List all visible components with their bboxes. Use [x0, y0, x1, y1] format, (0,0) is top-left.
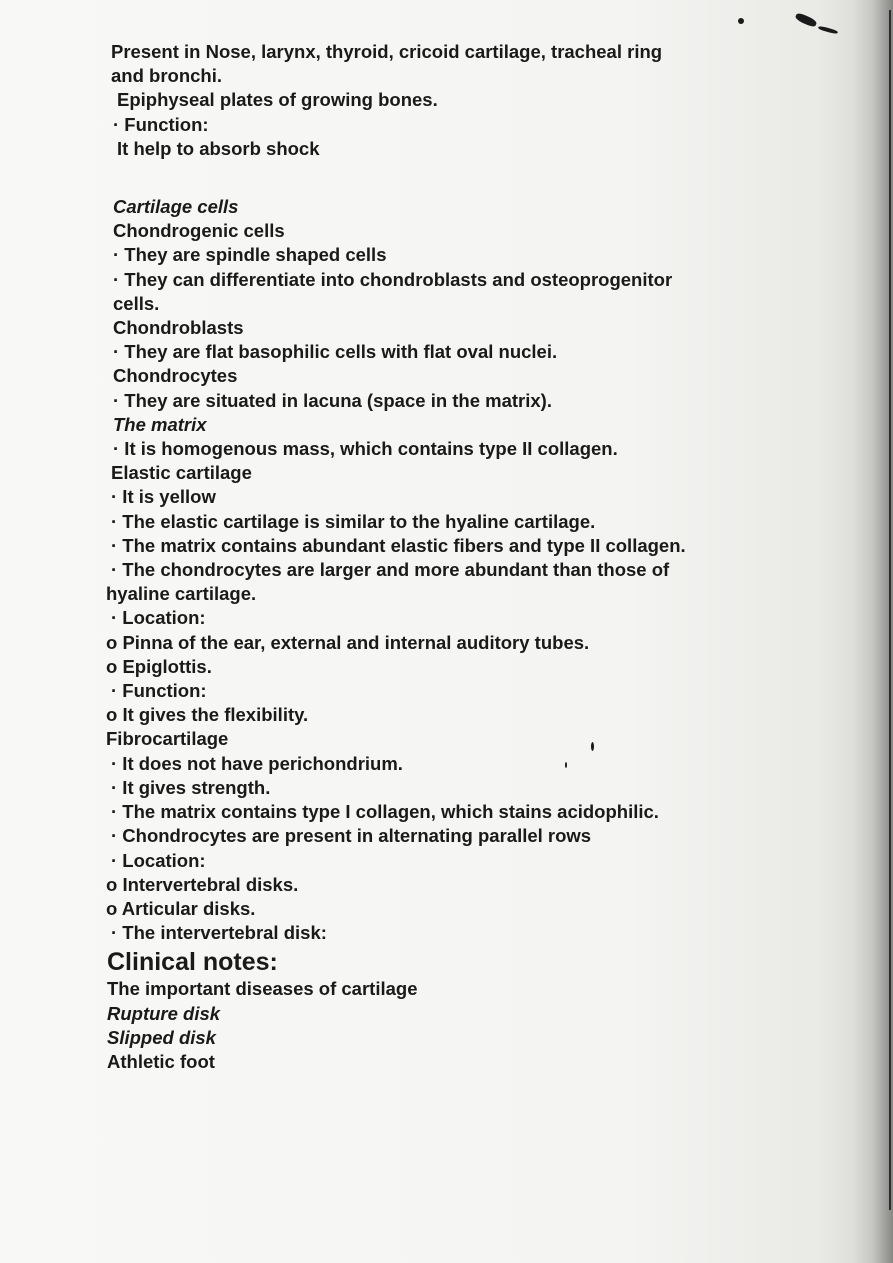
bullet-item: · They are situated in lacuna (space in the matrix).	[113, 389, 552, 411]
bullet-item: · It is homogenous mass, which contains type II collagen.	[113, 438, 618, 460]
subheading-fibrocartilage: Fibrocartilage	[106, 728, 229, 750]
bullet-item: · They are spindle shaped cells	[113, 244, 387, 266]
sub-bullet-item: o Epiglottis.	[106, 655, 212, 677]
section-heading-matrix: The matrix	[113, 413, 207, 435]
text-line: It help to absorb shock	[117, 137, 320, 159]
bullet-item: · Chondrocytes are present in alternating parallel rows	[111, 825, 592, 847]
sub-bullet-item: o Intervertebral disks.	[106, 873, 299, 895]
bullet-item: · Location:	[111, 849, 206, 871]
text-line: cells.	[113, 292, 160, 314]
sub-bullet-item: o Pinna of the ear, external and internal auditory tubes.	[106, 631, 590, 653]
bullet-item: · Location:	[111, 607, 206, 629]
bullet-item: · It is yellow	[111, 486, 216, 508]
bullet-item: · It does not have perichondrium.	[111, 752, 403, 774]
text-line: Present in Nose, larynx, thyroid, cricoid cartilage, tracheal ring	[111, 41, 663, 62]
sub-bullet-item: o It gives the flexibility.	[106, 704, 309, 726]
subheading-chondrogenic-cells: Chondrogenic cells	[113, 220, 285, 242]
bullet-item: · The elastic cartilage is similar to the hyaline cartilage.	[111, 510, 596, 532]
bullet-item: · The intervertebral disk:	[111, 922, 327, 944]
document-body	[107, 40, 797, 1074]
disease-item: Rupture disk	[107, 1002, 221, 1024]
ink-speck	[738, 18, 744, 24]
bullet-item: · They are flat basophilic cells with flat oval nuclei.	[113, 341, 558, 363]
bullet-item: · They can differentiate into chondroblasts and osteoprogenitor	[113, 268, 673, 290]
section-heading-cartilage-cells: Cartilage cells	[113, 196, 239, 218]
spacer	[107, 161, 797, 195]
text-line: hyaline cartilage.	[106, 583, 257, 605]
bullet-item: · The matrix contains type I collagen, which stains acidophilic.	[111, 801, 659, 823]
ink-speck	[794, 12, 817, 29]
subheading-elastic-cartilage: Elastic cartilage	[111, 462, 252, 484]
text-line: The important diseases of cartilage	[107, 978, 418, 1000]
text-line: and bronchi.	[111, 65, 222, 87]
page-edge-line	[889, 10, 891, 1210]
bullet-item: · The chondrocytes are larger and more abundant than those of	[111, 559, 670, 581]
subheading-chondrocytes: Chondrocytes	[113, 365, 238, 387]
disease-item: Slipped disk	[107, 1026, 216, 1048]
bullet-item: · Function:	[111, 680, 207, 702]
bullet-item: · It gives strength.	[111, 776, 271, 798]
ink-speck	[818, 25, 838, 34]
page-edge-shadow	[853, 0, 893, 1263]
bullet-item: · The matrix contains abundant elastic fibers and type II collagen.	[111, 534, 686, 556]
text-line: Epiphyseal plates of growing bones.	[117, 89, 438, 111]
sub-bullet-item: o Articular disks.	[106, 897, 256, 919]
disease-item: Athletic foot	[107, 1050, 215, 1072]
text-line: · Function:	[113, 113, 209, 135]
section-heading-clinical-notes: Clinical notes:	[107, 948, 278, 977]
subheading-chondroblasts: Chondroblasts	[113, 317, 244, 339]
